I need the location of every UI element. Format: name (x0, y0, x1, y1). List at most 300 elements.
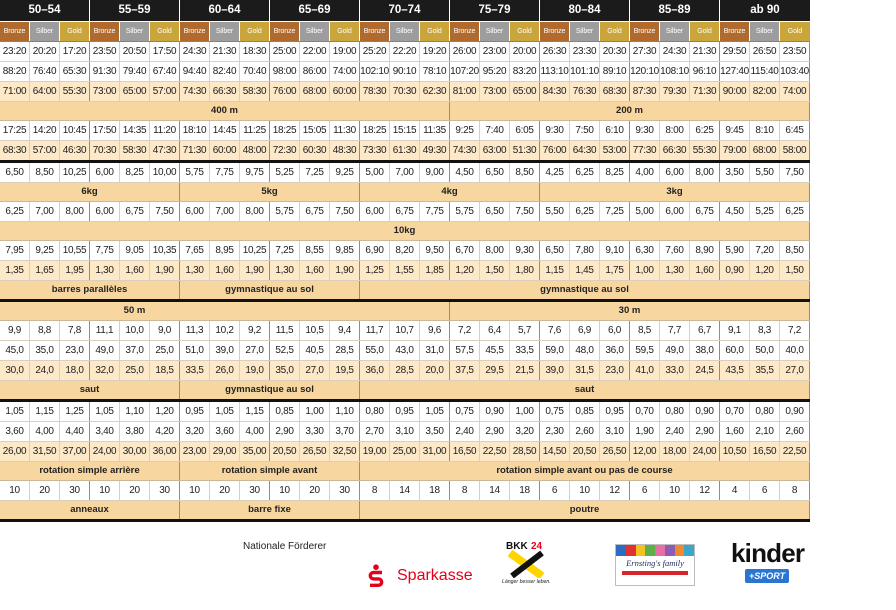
medal-gold-header: Gold (420, 22, 450, 41)
bkk24-logo (502, 538, 552, 588)
value-cell: 1,55 (390, 261, 420, 280)
age-group-header: 70–74 (360, 0, 450, 21)
value-cell: 5,75 (180, 163, 210, 182)
value-cell: 68:30 (0, 141, 30, 160)
value-cell: 27,0 (780, 361, 810, 380)
value-cell: 18:25 (270, 121, 300, 140)
value-cell: 17:50 (90, 121, 120, 140)
value-cell: 30 (240, 481, 270, 500)
value-cell: 1,90 (630, 422, 660, 441)
value-cell: 10,50 (720, 442, 750, 461)
medal-bronze-header: Bronze (630, 22, 660, 41)
value-cell: 9:30 (630, 121, 660, 140)
value-cell: 9,10 (600, 241, 630, 260)
value-cell: 63:00 (480, 141, 510, 160)
value-cell: 6,9 (570, 321, 600, 340)
value-cell: 0,90 (720, 261, 750, 280)
logo-color-block (684, 545, 694, 556)
value-row (0, 481, 810, 501)
medal-gold-header: Gold (510, 22, 540, 41)
value-cell: 18:10 (180, 121, 210, 140)
value-row (0, 121, 810, 141)
value-cell: 1,15 (540, 261, 570, 280)
value-row (0, 422, 810, 442)
value-row (0, 241, 810, 261)
value-cell: 1,00 (630, 261, 660, 280)
value-cell: 79:30 (660, 82, 690, 101)
value-cell: 7,25 (300, 163, 330, 182)
medal-silber-header: Silber (480, 22, 510, 41)
value-cell: 73:00 (480, 82, 510, 101)
value-cell: 1,75 (600, 261, 630, 280)
value-cell: 10,25 (60, 163, 90, 182)
value-cell: 115:40 (750, 62, 780, 81)
value-cell: 29:50 (720, 42, 750, 61)
value-cell: 7,75 (420, 202, 450, 221)
discipline-label: gymnastique au sol (180, 381, 360, 399)
value-cell: 68:00 (300, 82, 330, 101)
value-cell: 48,0 (570, 341, 600, 360)
value-cell: 27:30 (630, 42, 660, 61)
value-cell: 9,9 (0, 321, 30, 340)
value-cell: 7,75 (210, 163, 240, 182)
value-cell: 1,30 (270, 261, 300, 280)
value-cell: 88:20 (0, 62, 30, 81)
value-cell: 1,20 (450, 261, 480, 280)
value-cell: 5,7 (510, 321, 540, 340)
value-cell: 11,7 (360, 321, 390, 340)
value-cell: 6,7 (690, 321, 720, 340)
value-cell: 6,00 (90, 163, 120, 182)
value-cell: 6,75 (390, 202, 420, 221)
value-cell: 73:30 (360, 141, 390, 160)
value-cell: 24,5 (690, 361, 720, 380)
value-cell: 8,5 (630, 321, 660, 340)
value-cell: 33,0 (660, 361, 690, 380)
value-cell: 26:50 (750, 42, 780, 61)
value-cell: 20 (120, 481, 150, 500)
value-cell: 94:40 (180, 62, 210, 81)
discipline-label: poutre (360, 501, 810, 519)
value-cell: 6:45 (780, 121, 810, 140)
value-cell: 18,5 (150, 361, 180, 380)
value-cell: 0,95 (180, 402, 210, 421)
value-cell: 1,05 (90, 402, 120, 421)
value-cell: 2,40 (450, 422, 480, 441)
value-cell: 7,80 (570, 241, 600, 260)
value-cell: 91:30 (90, 62, 120, 81)
value-cell: 65:00 (120, 82, 150, 101)
value-cell: 23,0 (60, 341, 90, 360)
value-cell: 25,0 (150, 341, 180, 360)
value-cell: 11:20 (150, 121, 180, 140)
discipline-label: 200 m (450, 102, 810, 120)
value-cell: 60:00 (210, 141, 240, 160)
medal-header-row (0, 22, 810, 42)
value-cell: 102:10 (360, 62, 390, 81)
value-cell: 7,75 (90, 241, 120, 260)
sparkasse-logo (366, 563, 473, 589)
value-cell: 16,50 (750, 442, 780, 461)
value-cell: 6,70 (450, 241, 480, 260)
value-cell: 17:50 (150, 42, 180, 61)
value-cell: 0,95 (390, 402, 420, 421)
value-cell: 48:00 (240, 141, 270, 160)
value-cell: 5,25 (750, 202, 780, 221)
value-cell: 24,00 (690, 442, 720, 461)
value-cell: 18 (420, 481, 450, 500)
value-cell: 20:00 (510, 42, 540, 61)
value-cell: 1,80 (510, 261, 540, 280)
value-cell: 20 (30, 481, 60, 500)
age-group-header: 65–69 (270, 0, 360, 21)
discipline-label-row (0, 302, 810, 321)
value-cell: 25:00 (270, 42, 300, 61)
value-cell: 4,00 (630, 163, 660, 182)
value-cell: 0,80 (660, 402, 690, 421)
value-cell: 26:30 (540, 42, 570, 61)
value-cell: 51,0 (180, 341, 210, 360)
value-cell: 7:50 (570, 121, 600, 140)
medal-gold-header: Gold (150, 22, 180, 41)
value-cell: 8:10 (750, 121, 780, 140)
value-cell: 1,00 (510, 402, 540, 421)
value-cell: 6,4 (480, 321, 510, 340)
value-cell: 1,30 (660, 261, 690, 280)
value-cell: 58:30 (120, 141, 150, 160)
value-cell: 6:05 (510, 121, 540, 140)
value-cell: 9,25 (30, 241, 60, 260)
value-cell: 7,00 (30, 202, 60, 221)
ernstings-tagline-bar (622, 571, 688, 575)
logo-color-block (655, 545, 665, 556)
value-cell: 1,20 (150, 402, 180, 421)
value-cell: 11,5 (270, 321, 300, 340)
value-cell: 1,05 (210, 402, 240, 421)
medal-gold-header: Gold (690, 22, 720, 41)
value-cell: 18 (510, 481, 540, 500)
value-cell: 0,70 (630, 402, 660, 421)
value-cell: 31,5 (570, 361, 600, 380)
value-cell: 35,0 (30, 341, 60, 360)
value-cell: 1,10 (120, 402, 150, 421)
value-cell: 6,00 (660, 202, 690, 221)
value-cell: 37,0 (120, 341, 150, 360)
medal-gold-header: Gold (240, 22, 270, 41)
value-cell: 5,90 (720, 241, 750, 260)
value-cell: 60:30 (300, 141, 330, 160)
value-cell: 79:00 (720, 141, 750, 160)
value-cell: 46:30 (60, 141, 90, 160)
value-cell: 31,00 (420, 442, 450, 461)
value-cell: 8,3 (750, 321, 780, 340)
value-cell: 79:40 (120, 62, 150, 81)
value-cell: 6,00 (660, 163, 690, 182)
value-cell: 8,90 (690, 241, 720, 260)
value-cell: 6 (540, 481, 570, 500)
value-cell: 25,00 (390, 442, 420, 461)
value-row (0, 341, 810, 361)
value-cell: 95:20 (480, 62, 510, 81)
value-cell: 10 (570, 481, 600, 500)
discipline-label-row (0, 102, 810, 121)
logo-color-block (636, 545, 646, 556)
discipline-label: barres parallèles (0, 281, 180, 299)
medal-bronze-header: Bronze (450, 22, 480, 41)
value-cell: 20 (210, 481, 240, 500)
value-row (0, 141, 810, 163)
kinder-sport-badge: +SPORT (745, 569, 789, 583)
value-cell: 0,80 (750, 402, 780, 421)
value-cell: 1,15 (240, 402, 270, 421)
value-cell: 18,0 (60, 361, 90, 380)
medal-silber-header: Silber (300, 22, 330, 41)
value-cell: 20:20 (30, 42, 60, 61)
discipline-label: rotation simple arrière (0, 462, 180, 480)
age-group-header: 55–59 (90, 0, 180, 21)
value-cell: 107:20 (450, 62, 480, 81)
value-cell: 7,8 (60, 321, 90, 340)
value-cell: 7,95 (0, 241, 30, 260)
value-cell: 4,50 (450, 163, 480, 182)
value-cell: 16,50 (450, 442, 480, 461)
discipline-label: saut (0, 381, 180, 399)
value-row (0, 62, 810, 82)
discipline-label: 5kg (180, 183, 360, 201)
value-cell: 6 (630, 481, 660, 500)
value-cell: 58:30 (240, 82, 270, 101)
value-cell: 24,0 (30, 361, 60, 380)
value-cell: 51:30 (510, 141, 540, 160)
value-cell: 6,90 (360, 241, 390, 260)
value-cell: 6,25 (780, 202, 810, 221)
logo-color-block (675, 545, 685, 556)
discipline-label-row (0, 381, 810, 402)
value-cell: 6,00 (90, 202, 120, 221)
value-cell: 37,00 (60, 442, 90, 461)
value-cell: 17:20 (60, 42, 90, 61)
value-cell: 2,90 (690, 422, 720, 441)
value-cell: 3,60 (0, 422, 30, 441)
value-cell: 48:30 (330, 141, 360, 160)
value-cell: 70:40 (240, 62, 270, 81)
value-cell: 10,7 (390, 321, 420, 340)
logo-color-block (616, 545, 626, 556)
value-cell: 25,0 (120, 361, 150, 380)
value-cell: 74:00 (330, 62, 360, 81)
value-cell: 65:30 (60, 62, 90, 81)
value-cell: 19,5 (330, 361, 360, 380)
value-cell: 2,90 (270, 422, 300, 441)
value-row (0, 163, 810, 183)
ernstings-photo-strip (616, 545, 694, 556)
value-cell: 59,0 (540, 341, 570, 360)
sparkasse-wordmark: Sparkasse (397, 567, 473, 584)
value-cell: 0,90 (690, 402, 720, 421)
value-cell: 4 (720, 481, 750, 500)
value-cell: 12,00 (630, 442, 660, 461)
value-cell: 21:30 (210, 42, 240, 61)
value-cell: 2,60 (570, 422, 600, 441)
value-cell: 61:30 (390, 141, 420, 160)
age-group-header: ab 90 (750, 4, 780, 16)
value-cell: 2,10 (750, 422, 780, 441)
bkk24-number: 24 (531, 541, 543, 552)
medal-gold-header: Gold (780, 22, 810, 41)
value-cell: 38,0 (690, 341, 720, 360)
value-cell: 6,00 (360, 202, 390, 221)
value-cell: 5,00 (360, 163, 390, 182)
value-row (0, 402, 810, 422)
value-cell: 6,25 (570, 202, 600, 221)
value-cell: 20:50 (120, 42, 150, 61)
value-cell: 8 (360, 481, 390, 500)
value-cell: 24:30 (180, 42, 210, 61)
value-cell: 55,0 (360, 341, 390, 360)
value-cell: 9,05 (120, 241, 150, 260)
value-cell: 0,90 (480, 402, 510, 421)
value-cell: 1,65 (30, 261, 60, 280)
value-cell: 1,90 (150, 261, 180, 280)
value-cell: 10:45 (60, 121, 90, 140)
value-cell: 86:00 (300, 62, 330, 81)
value-cell: 19,00 (360, 442, 390, 461)
value-cell: 33,5 (510, 341, 540, 360)
value-cell: 32,50 (330, 442, 360, 461)
value-cell: 58:00 (780, 141, 810, 160)
value-cell: 5,00 (630, 202, 660, 221)
value-cell: 9:25 (450, 121, 480, 140)
value-cell: 120:10 (630, 62, 660, 81)
value-cell: 96:10 (690, 62, 720, 81)
value-cell: 6,75 (300, 202, 330, 221)
value-cell: 1,85 (420, 261, 450, 280)
medal-gold-header: Gold (60, 22, 90, 41)
value-cell: 26,00 (0, 442, 30, 461)
discipline-label: rotation simple avant (180, 462, 360, 480)
value-cell: 10 (270, 481, 300, 500)
value-cell: 7,00 (210, 202, 240, 221)
logo-color-block (645, 545, 655, 556)
value-cell: 10,55 (60, 241, 90, 260)
value-cell: 12 (600, 481, 630, 500)
discipline-label: 50 m (0, 302, 450, 320)
value-cell: 9,00 (420, 163, 450, 182)
value-cell: 24,00 (90, 442, 120, 461)
bkk24-slogan: Länger besser leben. (502, 579, 551, 585)
value-cell: 22,50 (780, 442, 810, 461)
value-cell: 9,50 (420, 241, 450, 260)
value-cell: 0,75 (540, 402, 570, 421)
value-cell: 14 (480, 481, 510, 500)
value-cell: 1,90 (240, 261, 270, 280)
value-cell: 77:30 (630, 141, 660, 160)
discipline-label: barre fixe (180, 501, 360, 519)
discipline-label: 30 m (450, 302, 810, 320)
value-cell: 7,25 (270, 241, 300, 260)
value-cell: 101:10 (570, 62, 600, 81)
value-row (0, 361, 810, 381)
value-cell: 1,50 (780, 261, 810, 280)
value-cell: 10 (660, 481, 690, 500)
value-cell: 7,2 (780, 321, 810, 340)
value-cell: 74:30 (450, 141, 480, 160)
value-cell: 15:05 (300, 121, 330, 140)
value-cell: 90:00 (720, 82, 750, 101)
kinder-sport-logo (731, 538, 813, 588)
value-cell: 7,50 (330, 202, 360, 221)
discipline-label: 10kg (0, 222, 810, 240)
value-cell: 65:00 (510, 82, 540, 101)
value-cell: 3,20 (510, 422, 540, 441)
value-cell: 113:10 (540, 62, 570, 81)
value-cell: 11,3 (180, 321, 210, 340)
value-cell: 7:40 (480, 121, 510, 140)
value-cell: 3,60 (210, 422, 240, 441)
sponsors-heading: Nationale Förderer (243, 541, 327, 552)
value-cell: 2,70 (360, 422, 390, 441)
discipline-label: 400 m (0, 102, 450, 120)
value-cell: 20,50 (270, 442, 300, 461)
value-cell: 1,60 (690, 261, 720, 280)
value-cell: 71:00 (0, 82, 30, 101)
value-cell: 45,0 (0, 341, 30, 360)
value-cell: 7,50 (780, 163, 810, 182)
value-cell: 5,50 (540, 202, 570, 221)
value-cell: 8,50 (510, 163, 540, 182)
medal-silber-header: Silber (570, 22, 600, 41)
value-cell: 9:30 (540, 121, 570, 140)
value-cell: 62:30 (420, 82, 450, 101)
value-cell: 0,90 (780, 402, 810, 421)
discipline-label-row (0, 281, 810, 302)
value-cell: 1,60 (120, 261, 150, 280)
value-cell: 11:25 (240, 121, 270, 140)
value-cell: 43,0 (390, 341, 420, 360)
value-cell: 57:00 (150, 82, 180, 101)
value-cell: 35,5 (750, 361, 780, 380)
value-cell: 67:40 (150, 62, 180, 81)
value-cell: 19:00 (330, 42, 360, 61)
value-cell: 36,0 (600, 341, 630, 360)
ernstings-family-logo (615, 544, 695, 586)
value-cell: 8,00 (60, 202, 90, 221)
value-cell: 3,20 (180, 422, 210, 441)
ernstings-wordmark: Ernsting's family (626, 558, 684, 568)
value-cell: 29,5 (480, 361, 510, 380)
value-cell: 27,0 (240, 341, 270, 360)
table-body (0, 42, 810, 522)
value-row (0, 42, 810, 62)
value-cell: 22:20 (390, 42, 420, 61)
value-cell: 66:30 (660, 141, 690, 160)
logo-color-block (626, 545, 636, 556)
value-cell: 55:30 (60, 82, 90, 101)
value-cell: 3,30 (300, 422, 330, 441)
value-cell: 76:40 (30, 62, 60, 81)
value-cell: 5,75 (450, 202, 480, 221)
value-cell: 1,45 (570, 261, 600, 280)
medal-silber-header: Silber (660, 22, 690, 41)
value-cell: 0,75 (450, 402, 480, 421)
value-cell: 11:35 (420, 121, 450, 140)
value-cell: 55:30 (690, 141, 720, 160)
value-cell: 49,0 (660, 341, 690, 360)
value-cell: 9,85 (330, 241, 360, 260)
value-cell: 4,00 (240, 422, 270, 441)
value-cell: 32,0 (90, 361, 120, 380)
value-cell: 40,5 (300, 341, 330, 360)
